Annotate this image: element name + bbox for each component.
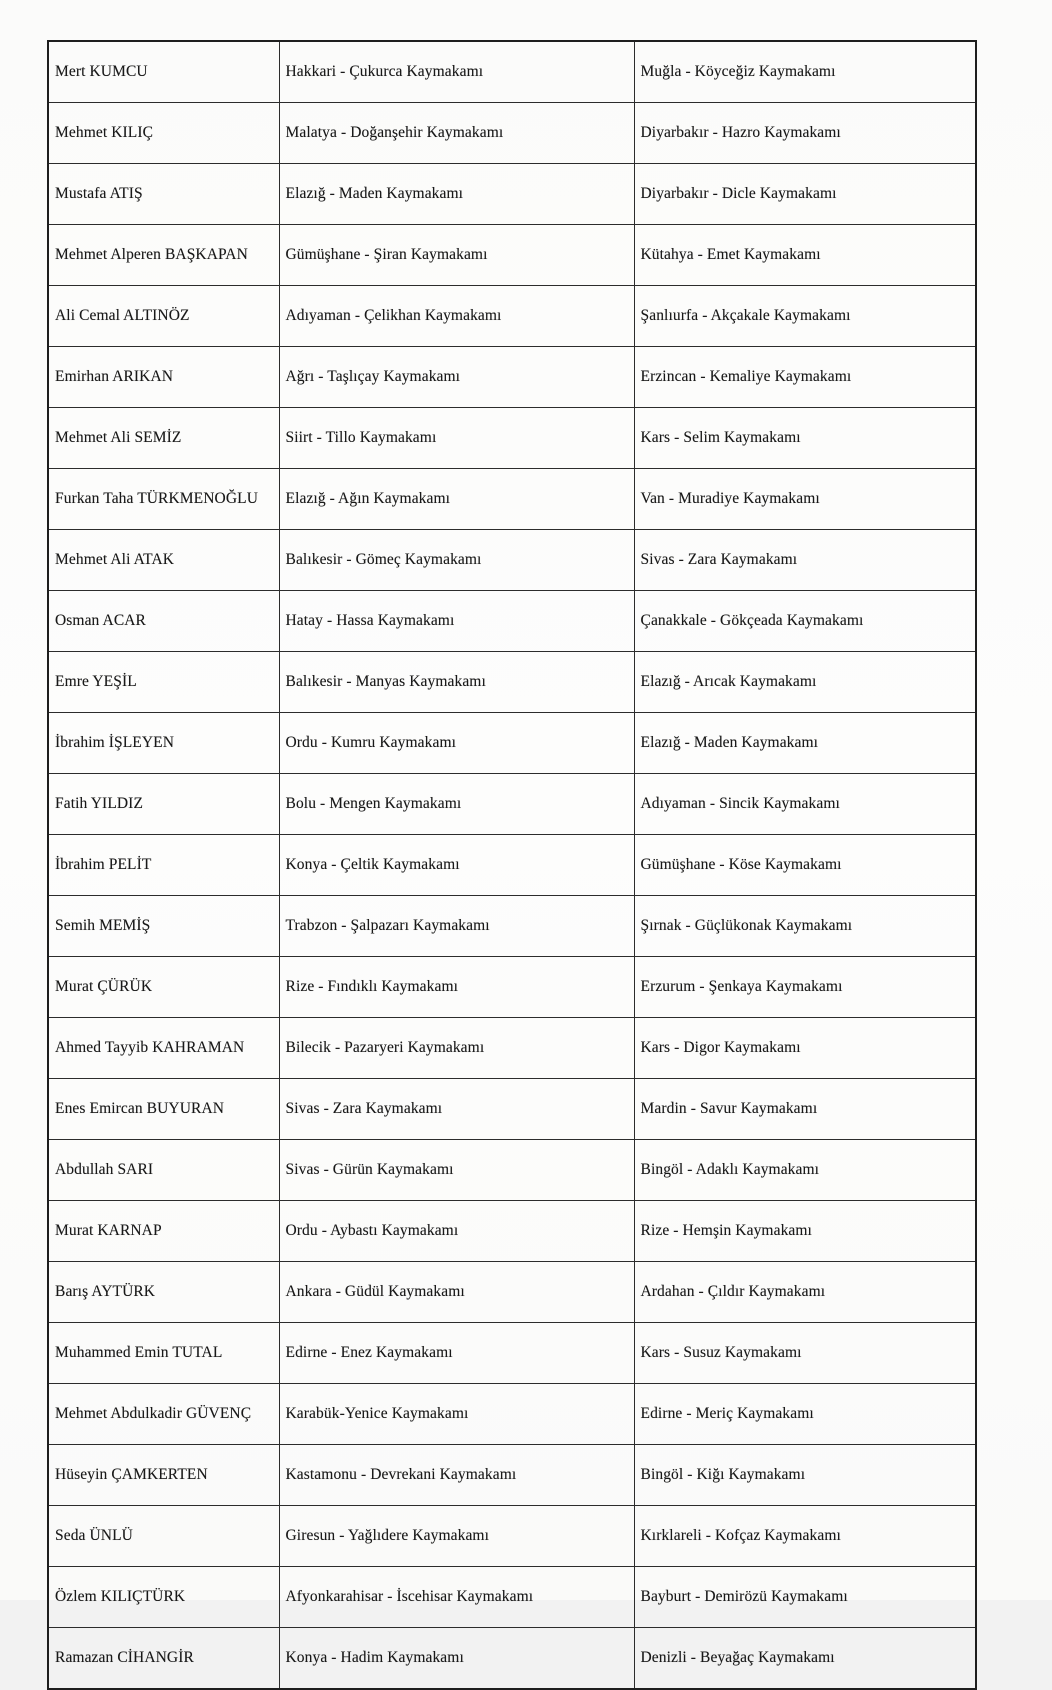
cell-person-name: İbrahim PELİT [48,835,279,896]
cell-person-name: Furkan Taha TÜRKMENOĞLU [48,469,279,530]
cell-new-post: Van - Muradiye Kaymakamı [634,469,976,530]
cell-person-name: Ali Cemal ALTINÖZ [48,286,279,347]
appointments-table-body [48,41,976,1689]
table-row [48,835,976,896]
cell-person-name: İbrahim İŞLEYEN [48,713,279,774]
table-row [48,225,976,286]
appointments-table [47,40,977,1690]
cell-previous-post: Rize - Fındıklı Kaymakamı [279,957,634,1018]
cell-new-post: Muğla - Köyceğiz Kaymakamı [634,41,976,103]
cell-new-post: Bingöl - Adaklı Kaymakamı [634,1140,976,1201]
cell-person-name: Muhammed Emin TUTAL [48,1323,279,1384]
cell-previous-post: Elazığ - Ağın Kaymakamı [279,469,634,530]
table-row [48,469,976,530]
cell-person-name: Mehmet KILIÇ [48,103,279,164]
cell-new-post: Elazığ - Maden Kaymakamı [634,713,976,774]
cell-new-post: Adıyaman - Sincik Kaymakamı [634,774,976,835]
cell-new-post: Bingöl - Kiğı Kaymakamı [634,1445,976,1506]
cell-person-name: Ahmed Tayyib KAHRAMAN [48,1018,279,1079]
cell-new-post: Kırklareli - Kofçaz Kaymakamı [634,1506,976,1567]
cell-person-name: Enes Emircan BUYURAN [48,1079,279,1140]
cell-new-post: Çanakkale - Gökçeada Kaymakamı [634,591,976,652]
cell-new-post: Edirne - Meriç Kaymakamı [634,1384,976,1445]
cell-previous-post: Elazığ - Maden Kaymakamı [279,164,634,225]
cell-new-post: Şanlıurfa - Akçakale Kaymakamı [634,286,976,347]
table-row [48,286,976,347]
cell-new-post: Erzincan - Kemaliye Kaymakamı [634,347,976,408]
table-row [48,1506,976,1567]
cell-new-post: Bayburt - Demirözü Kaymakamı [634,1567,976,1628]
cell-previous-post: Hakkari - Çukurca Kaymakamı [279,41,634,103]
cell-previous-post: Afyonkarahisar - İscehisar Kaymakamı [279,1567,634,1628]
cell-person-name: Özlem KILIÇTÜRK [48,1567,279,1628]
table-row [48,896,976,957]
cell-new-post: Elazığ - Arıcak Kaymakamı [634,652,976,713]
cell-previous-post: Konya - Çeltik Kaymakamı [279,835,634,896]
cell-previous-post: Ordu - Kumru Kaymakamı [279,713,634,774]
cell-previous-post: Ağrı - Taşlıçay Kaymakamı [279,347,634,408]
cell-new-post: Kars - Selim Kaymakamı [634,408,976,469]
cell-person-name: Murat KARNAP [48,1201,279,1262]
table-row [48,1201,976,1262]
table-row [48,1079,976,1140]
cell-previous-post: Ordu - Aybastı Kaymakamı [279,1201,634,1262]
cell-previous-post: Bolu - Mengen Kaymakamı [279,774,634,835]
table-row [48,1567,976,1628]
cell-new-post: Şırnak - Güçlükonak Kaymakamı [634,896,976,957]
table-row [48,41,976,103]
cell-person-name: Osman ACAR [48,591,279,652]
cell-person-name: Murat ÇÜRÜK [48,957,279,1018]
table-row [48,652,976,713]
cell-previous-post: Balıkesir - Gömeç Kaymakamı [279,530,634,591]
table-row [48,530,976,591]
table-row [48,957,976,1018]
cell-new-post: Diyarbakır - Hazro Kaymakamı [634,103,976,164]
cell-new-post: Diyarbakır - Dicle Kaymakamı [634,164,976,225]
cell-person-name: Mehmet Abdulkadir GÜVENÇ [48,1384,279,1445]
cell-person-name: Emirhan ARIKAN [48,347,279,408]
cell-new-post: Erzurum - Şenkaya Kaymakamı [634,957,976,1018]
cell-person-name: Barış AYTÜRK [48,1262,279,1323]
table-row [48,164,976,225]
cell-new-post: Kars - Digor Kaymakamı [634,1018,976,1079]
cell-previous-post: Giresun - Yağlıdere Kaymakamı [279,1506,634,1567]
cell-previous-post: Adıyaman - Çelikhan Kaymakamı [279,286,634,347]
cell-new-post: Kütahya - Emet Kaymakamı [634,225,976,286]
cell-previous-post: Balıkesir - Manyas Kaymakamı [279,652,634,713]
cell-person-name: Mustafa ATIŞ [48,164,279,225]
cell-previous-post: Konya - Hadim Kaymakamı [279,1628,634,1690]
cell-previous-post: Siirt - Tillo Kaymakamı [279,408,634,469]
table-row [48,1323,976,1384]
cell-new-post: Mardin - Savur Kaymakamı [634,1079,976,1140]
cell-person-name: Seda ÜNLÜ [48,1506,279,1567]
table-row [48,1140,976,1201]
table-row [48,408,976,469]
cell-previous-post: Kastamonu - Devrekani Kaymakamı [279,1445,634,1506]
cell-previous-post: Hatay - Hassa Kaymakamı [279,591,634,652]
table-row [48,591,976,652]
table-row [48,774,976,835]
table-row [48,103,976,164]
cell-previous-post: Edirne - Enez Kaymakamı [279,1323,634,1384]
cell-previous-post: Sivas - Gürün Kaymakamı [279,1140,634,1201]
cell-person-name: Mert KUMCU [48,41,279,103]
table-row [48,1445,976,1506]
cell-new-post: Gümüşhane - Köse Kaymakamı [634,835,976,896]
cell-person-name: Emre YEŞİL [48,652,279,713]
table-row [48,347,976,408]
cell-new-post: Denizli - Beyağaç Kaymakamı [634,1628,976,1690]
cell-person-name: Semih MEMİŞ [48,896,279,957]
cell-previous-post: Gümüşhane - Şiran Kaymakamı [279,225,634,286]
cell-previous-post: Bilecik - Pazaryeri Kaymakamı [279,1018,634,1079]
cell-person-name: Ramazan CİHANGİR [48,1628,279,1690]
cell-new-post: Kars - Susuz Kaymakamı [634,1323,976,1384]
table-row [48,1628,976,1690]
cell-previous-post: Trabzon - Şalpazarı Kaymakamı [279,896,634,957]
cell-previous-post: Karabük-Yenice Kaymakamı [279,1384,634,1445]
cell-person-name: Mehmet Ali ATAK [48,530,279,591]
cell-new-post: Sivas - Zara Kaymakamı [634,530,976,591]
cell-person-name: Mehmet Ali SEMİZ [48,408,279,469]
table-row [48,713,976,774]
cell-previous-post: Sivas - Zara Kaymakamı [279,1079,634,1140]
cell-previous-post: Ankara - Güdül Kaymakamı [279,1262,634,1323]
cell-new-post: Rize - Hemşin Kaymakamı [634,1201,976,1262]
cell-previous-post: Malatya - Doğanşehir Kaymakamı [279,103,634,164]
cell-person-name: Fatih YILDIZ [48,774,279,835]
cell-new-post: Ardahan - Çıldır Kaymakamı [634,1262,976,1323]
cell-person-name: Abdullah SARI [48,1140,279,1201]
table-row [48,1262,976,1323]
cell-person-name: Mehmet Alperen BAŞKAPAN [48,225,279,286]
table-row [48,1384,976,1445]
table-row [48,1018,976,1079]
cell-person-name: Hüseyin ÇAMKERTEN [48,1445,279,1506]
